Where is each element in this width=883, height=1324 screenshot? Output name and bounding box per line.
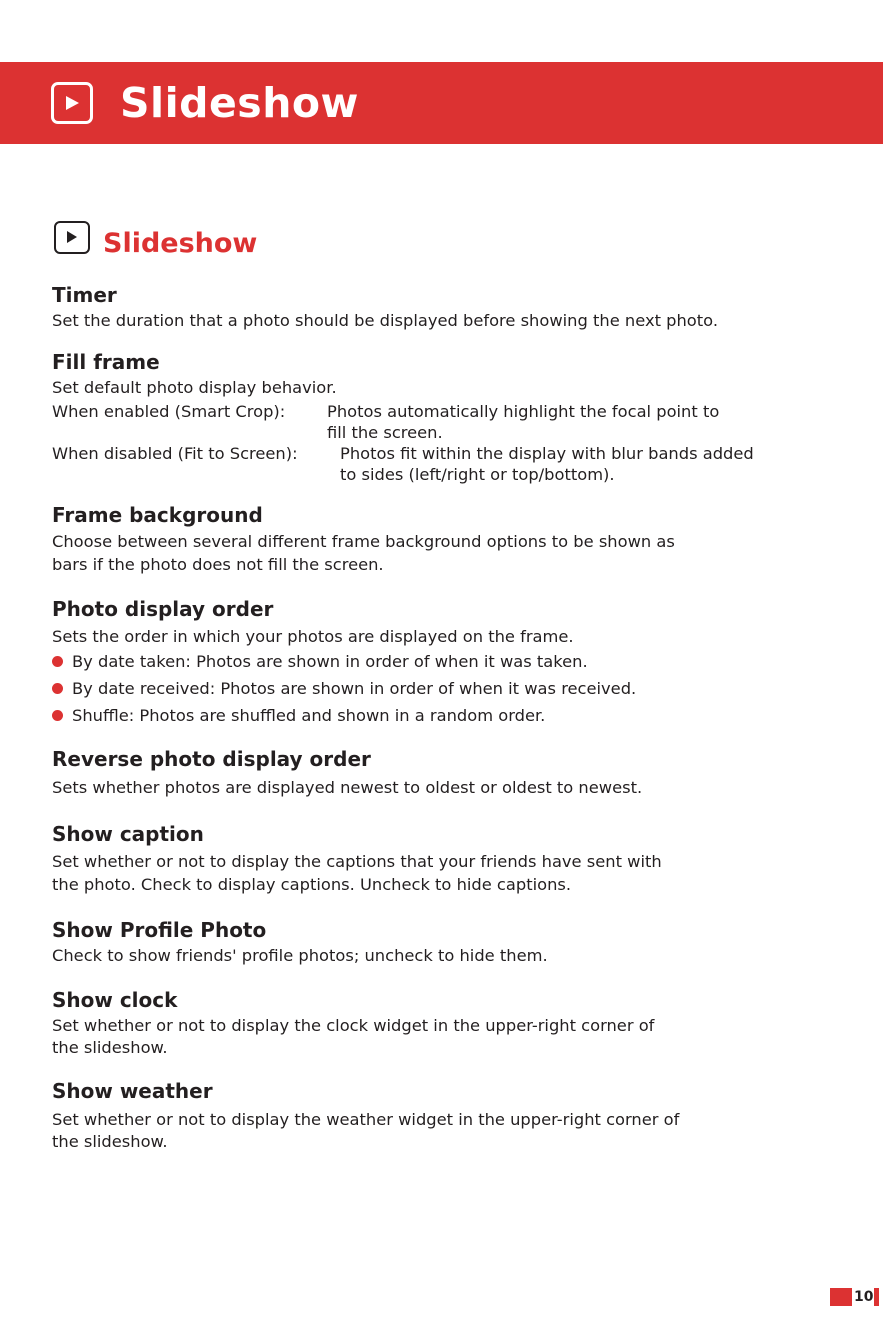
bullet-dot (52, 683, 63, 694)
fill-frame-disabled-text-cont: to sides (left/right or top/bottom). (340, 465, 615, 484)
frame-background-line: Choose between several different frame background options to be shown as (52, 532, 675, 551)
page-number-bar (830, 1288, 852, 1306)
bullet-dot (52, 656, 63, 667)
show-caption-line: Set whether or not to display the captions that your friends have sent with (52, 852, 662, 871)
page-number-tick (874, 1288, 879, 1306)
show-weather-heading: Show weather (52, 1079, 213, 1103)
reverse-order-heading: Reverse photo display order (52, 747, 371, 771)
fill-frame-enabled-label: When enabled (Smart Crop): (52, 402, 286, 421)
show-clock-line: the slideshow. (52, 1038, 168, 1057)
fill-frame-enabled-text-cont: fill the screen. (327, 423, 443, 442)
show-profile-photo-text: Check to show friends' profile photos; uncheck to hide them. (52, 946, 548, 965)
fill-frame-disabled-label: When disabled (Fit to Screen): (52, 444, 298, 463)
list-item: Shuffle: Photos are shuffled and shown in a random order. (52, 704, 545, 728)
fill-frame-heading: Fill frame (52, 350, 160, 374)
bullet-dot (52, 710, 63, 721)
list-item: By date taken: Photos are shown in order of when it was taken. (52, 650, 588, 674)
show-caption-heading: Show caption (52, 822, 204, 846)
play-icon (54, 221, 90, 254)
show-clock-line: Set whether or not to display the clock widget in the upper-right corner of (52, 1016, 655, 1035)
show-weather-line: Set whether or not to display the weather widget in the upper-right corner of (52, 1110, 680, 1129)
fill-frame-line: Set default photo display behavior. (52, 378, 337, 397)
fill-frame-enabled-text: Photos automatically highlight the focal point to (327, 402, 720, 421)
frame-background-line: bars if the photo does not fill the screen. (52, 555, 384, 574)
photo-display-order-line: Sets the order in which your photos are displayed on the frame. (52, 627, 574, 646)
show-caption-line: the photo. Check to display captions. Uncheck to hide captions. (52, 875, 572, 894)
fill-frame-disabled-text: Photos fit within the display with blur bands added (340, 444, 754, 463)
banner-title: Slideshow (120, 79, 359, 127)
timer-heading: Timer (52, 283, 117, 307)
show-clock-heading: Show clock (52, 988, 178, 1012)
play-icon (51, 82, 93, 124)
list-item: By date received: Photos are shown in order of when it was received. (52, 677, 636, 701)
page-number: 10 (854, 1289, 874, 1305)
header-banner (0, 62, 883, 144)
frame-background-heading: Frame background (52, 503, 263, 527)
show-profile-photo-heading: Show Profile Photo (52, 918, 267, 942)
reverse-order-text: Sets whether photos are displayed newest to oldest or oldest to newest. (52, 778, 643, 797)
photo-display-order-heading: Photo display order (52, 597, 274, 621)
timer-text: Set the duration that a photo should be displayed before showing the next photo. (52, 311, 718, 330)
show-weather-line: the slideshow. (52, 1132, 168, 1151)
section-title: Slideshow (103, 228, 258, 259)
